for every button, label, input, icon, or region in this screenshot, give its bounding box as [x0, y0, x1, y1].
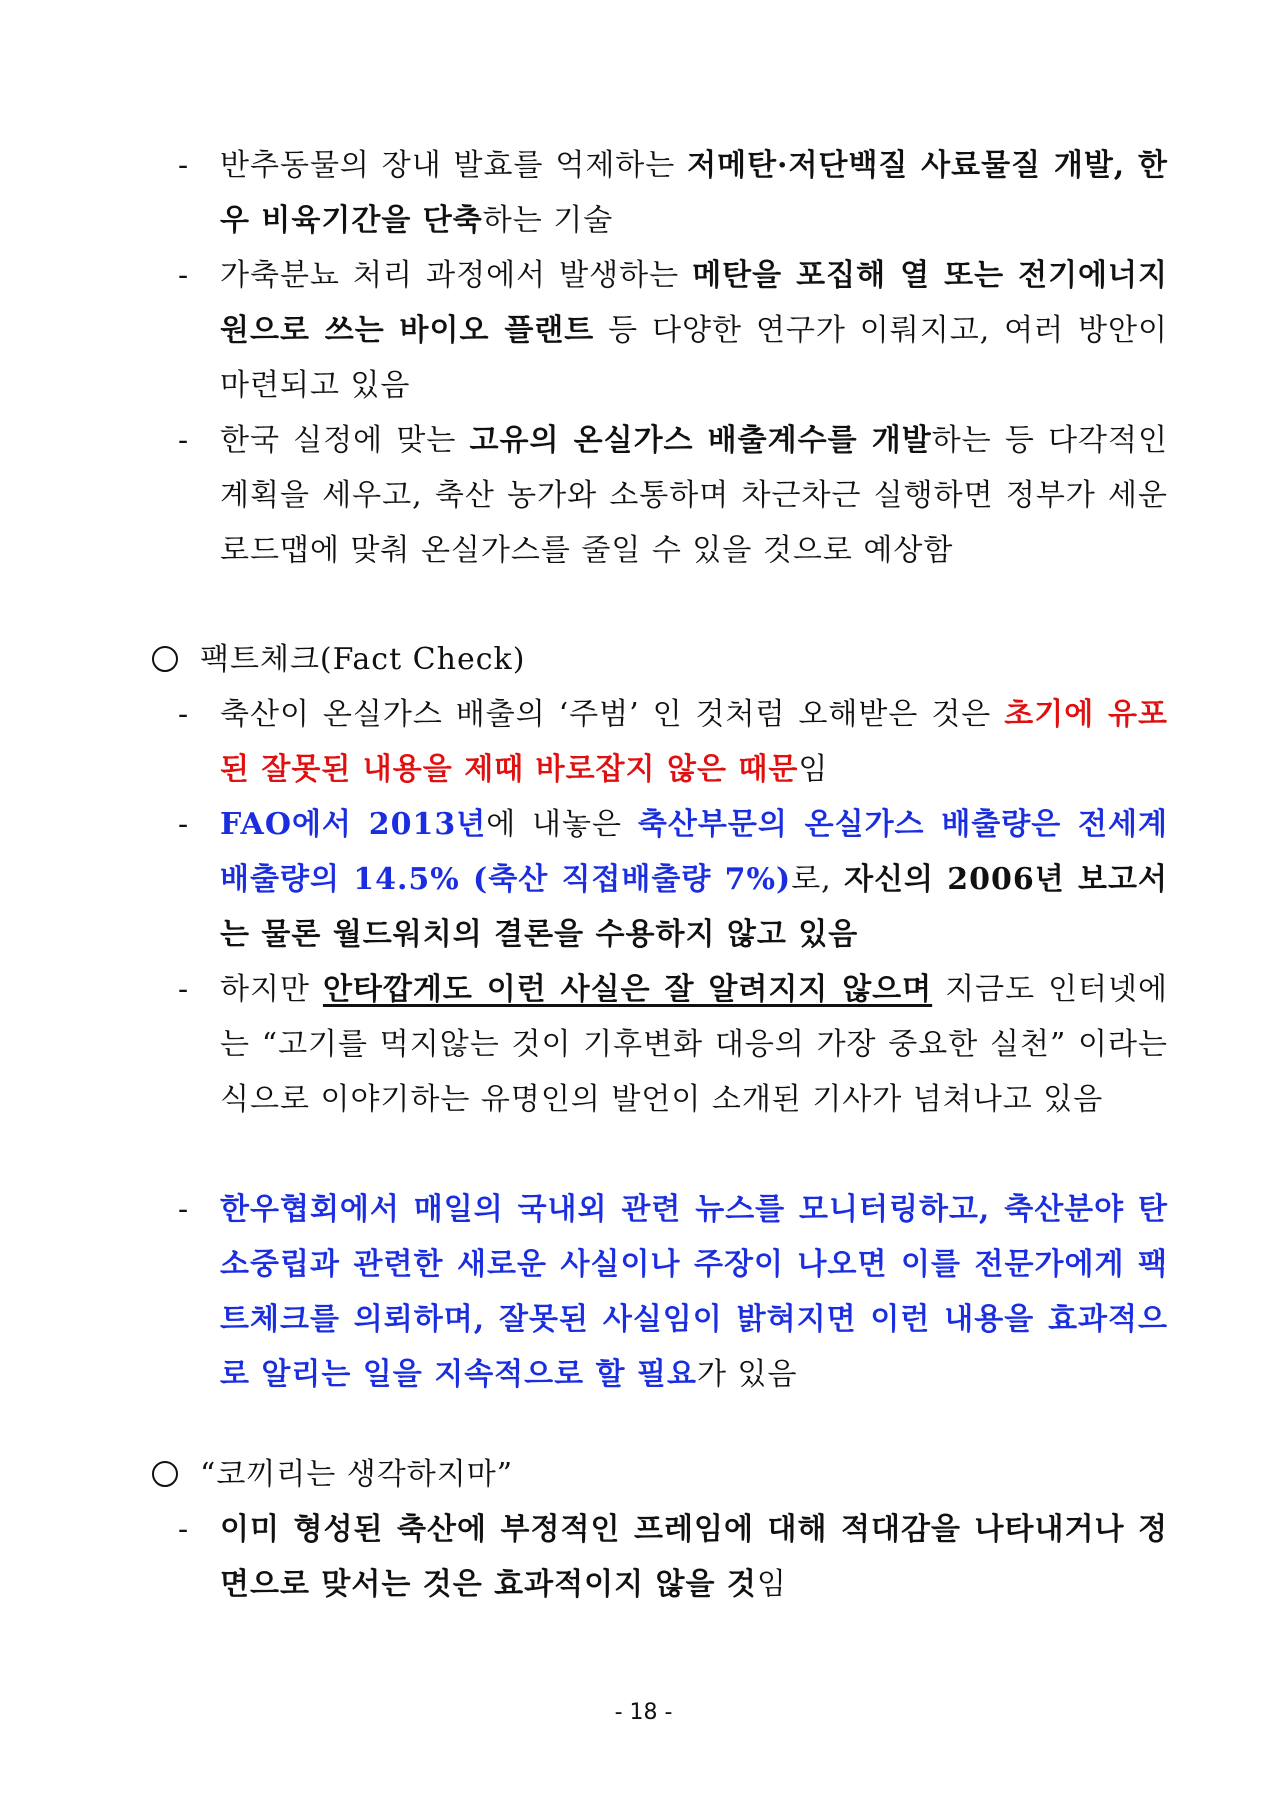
bullet-dash: -	[178, 423, 190, 458]
bullet-hanwoo-association	[178, 1182, 1168, 1402]
section-heading-elephant	[152, 1447, 513, 1502]
bullet-text: 지금도 인터넷에는 “고기를 먹지않는 것이 기후변화 대응의 가장 중요한 실천” 이라는 식으로 이야기하는 유명인의 발언이 소개된 기사가 넘쳐나고 있음	[220, 972, 1168, 1117]
bullet-internet-misinfo	[178, 962, 1168, 1127]
bullet-text: 하는 등 다각적인 계획을 세우고, 축산 농가와 소통하며 차근차근 실행하면 정부가 세운 로드맵에 맞춰 온실가스를 줄일 수 있을 것으로 예상함	[220, 423, 1169, 568]
bullet-text: 축산이 온실가스 배출의 ‘주범’ 인 것처럼 오해받은 것은	[220, 697, 1005, 732]
page-number: - 18 -	[614, 1700, 673, 1725]
bullet-dash: -	[178, 972, 190, 1007]
bullet-fao-report	[178, 797, 1168, 962]
bullet-text: 에 내놓은	[486, 807, 638, 842]
bullet-blue-emphasis: 한우협회에서 매일의 국내외 관련 뉴스를 모니터링하고, 축산분야 탄소중립과 관련한 새로운 사실이나 주장이 나오면 이를 전문가에게 팩트체크를 의뢰하며, 잘못된 사실임이 밝혀지면 이런 내용을 효과적으로 알리는 일을 지속적으로 할 필요	[220, 1192, 1168, 1392]
bullet-feed-development	[178, 138, 1168, 248]
bullet-text: 반추동물의 장내 발효를 억제하는	[220, 148, 688, 183]
bullet-text: 로,	[791, 862, 845, 897]
section-title: “코끼리는 생각하지마”	[200, 1457, 514, 1492]
bullet-text: 가축분뇨 처리 과정에서 발생하는	[220, 258, 693, 293]
bullet-dash: -	[178, 258, 190, 293]
section-heading-fact-check	[152, 632, 525, 687]
bullet-text: 임	[798, 752, 829, 787]
bullet-emphasis: 자신의 2006년 보고서는 물론 월드워치의 결론을 수용하지 않고 있음	[220, 862, 1168, 952]
bullet-emission-factor	[178, 413, 1168, 578]
bullet-text: 하는 기술	[482, 203, 614, 238]
bullet-bio-plant	[178, 248, 1168, 413]
bullet-blue-emphasis: FAO에서 2013년	[220, 807, 487, 842]
section-title: 팩트체크(Fact Check)	[200, 642, 526, 677]
bullet-emphasis: 고유의 온실가스 배출계수를 개발	[469, 423, 932, 458]
bullet-misunderstanding	[178, 687, 1168, 797]
bullet-emphasis: 메탄을 포집해 열 또는 전기에너지원으로 쓰는 바이오 플랜트	[220, 258, 1168, 348]
bullet-emphasis: 저메탄·저단백질 사료물질 개발, 한우 비육기간을 단축	[220, 148, 1168, 238]
bullet-negative-frame	[178, 1502, 1168, 1612]
bullet-emphasis: 이미 형성된 축산에 부정적인 프레임에 대해 적대감을 나타내거나 정면으로 맞서는 것은 효과적이지 않을 것	[220, 1512, 1168, 1602]
bullet-dash: -	[178, 1512, 190, 1547]
bullet-underlined-emphasis: 안타깝게도 이런 사실은 잘 알려지지 않으며	[322, 972, 933, 1007]
circle-bullet-icon	[152, 1461, 178, 1487]
bullet-text: 한국 실정에 맞는	[220, 423, 470, 458]
circle-bullet-icon	[152, 646, 178, 672]
bullet-dash: -	[178, 1192, 190, 1227]
bullet-dash: -	[178, 697, 190, 732]
bullet-text: 임	[756, 1567, 787, 1602]
bullet-text: 가 있음	[696, 1357, 798, 1392]
bullet-text: 하지만	[220, 972, 323, 1007]
bullet-text: 등 다양한 연구가 이뤄지고, 여러 방안이 마련되고 있음	[220, 313, 1168, 403]
bullet-dash: -	[178, 807, 190, 842]
bullet-blue-emphasis: 축산부문의 온실가스 배출량은 전세계 배출량의 14.5% (축산 직접배출량 7%)	[220, 807, 1168, 897]
bullet-dash: -	[178, 148, 190, 183]
bullet-red-emphasis: 초기에 유포된 잘못된 내용을 제때 바로잡지 않은 때문	[220, 697, 1168, 787]
